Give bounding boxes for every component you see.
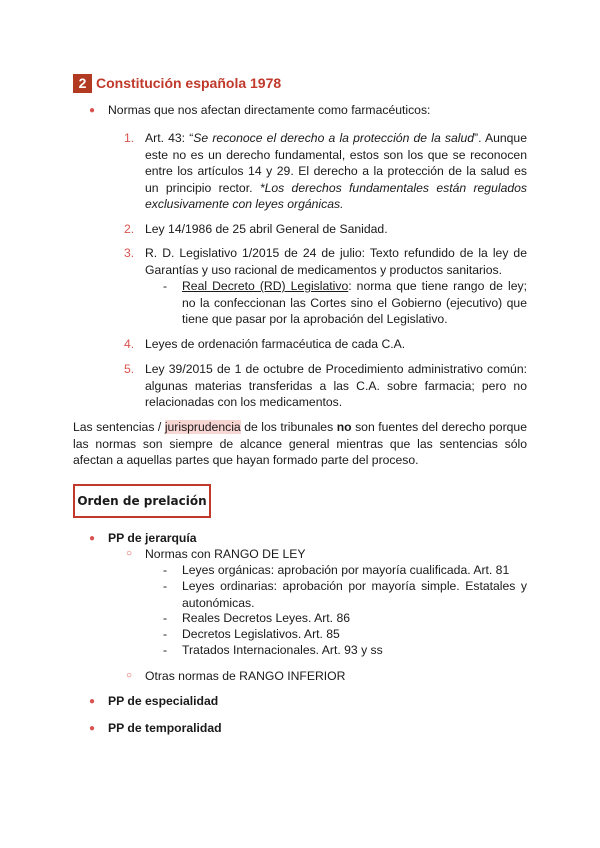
dash-marker: - [163, 563, 168, 577]
rango-ley-item-3: Reales Decretos Leyes. Art. 86 [182, 611, 350, 625]
rango-ley-item-1: Leyes orgánicas: aprobación por mayoría cualificada. Art. 81 [182, 563, 510, 577]
otras-normas-rango-inferior: Otras normas de RANGO INFERIOR [145, 669, 346, 683]
intro-bullet-text: Normas que nos afectan directamente como farmacéuticos: [108, 103, 431, 117]
bullet-icon: ● [89, 696, 96, 707]
circle-bullet-icon: ○ [126, 670, 133, 681]
sentencias-paragraph: Las sentencias / jurisprudencia de los tribunales no son fuentes del derecho porque las normas son siempre de alcance general mientras que las sentencias sólo afectan a aquellas partes que hayan formado parte del proceso. [73, 420, 527, 467]
list-item-3-subitem: Real Decreto (RD) Legislativo: norma que tiene rango de ley; no la confeccionan las Cortes sino el Gobierno (ejecutivo) que tiene que pasar por la aprobación del Legislativo. [182, 279, 527, 326]
bullet-icon: ● [89, 105, 96, 116]
dash-marker: - [163, 579, 168, 593]
section-title: Constitución española 1978 [96, 75, 282, 91]
list-item-1: Art. 43: “Se reconoce el derecho a la protección de la salud”. Aunque este no es un derecho fundamental, estos son los que se reconocen entre los artículos 14 y 29. El derecho a la protección de la salud es un principio rector. *Los derechos fundamentales están regulados exclusivamente con leyes orgánicas. [145, 131, 527, 211]
section-number: 2 [73, 74, 92, 93]
circle-bullet-icon: ○ [126, 548, 133, 559]
pp-temporalidad: PP de temporalidad [108, 721, 222, 735]
dash-marker: - [163, 279, 168, 293]
dash-marker: - [163, 611, 168, 625]
pp-especialidad: PP de especialidad [108, 694, 219, 708]
dash-marker: - [163, 627, 168, 641]
list-number-5: 5. [124, 362, 135, 376]
list-number-2: 2. [124, 222, 135, 236]
rango-ley-item-4: Decretos Legislativos. Art. 85 [182, 627, 340, 641]
list-item-5: Ley 39/2015 de 1 de octubre de Procedimiento administrativo común: algunas materias transferidas a las C.A. sobre farmacia; pero no relacionadas con los medicamentos. [145, 362, 527, 409]
list-item-2: Ley 14/1986 de 25 abril General de Sanidad. [145, 222, 388, 236]
rango-ley-item-2: Leyes ordinarias: aprobación por mayoría simple. Estatales y autonómicas. [182, 579, 527, 610]
dash-marker: - [163, 643, 168, 657]
section-heading [73, 73, 281, 93]
list-item-4: Leyes de ordenación farmacéutica de cada C.A. [145, 337, 406, 351]
rango-ley-item-5: Tratados Internacionales. Art. 93 y ss [182, 643, 383, 657]
bullet-icon: ● [89, 533, 96, 544]
list-number-1: 1. [124, 131, 135, 145]
list-number-3: 3. [124, 246, 135, 260]
list-item-3: R. D. Legislativo 1/2015 de 24 de julio: Texto refundido de la ley de Garantías y uso racional de medicamentos y productos sanitarios. [145, 246, 527, 277]
bullet-icon: ● [89, 723, 96, 734]
normas-rango-ley: Normas con RANGO DE LEY [145, 547, 306, 561]
pp-jerarquia: PP de jerarquía [108, 531, 197, 545]
list-number-4: 4. [124, 337, 135, 351]
orden-prelacion-box: Orden de prelación [73, 484, 211, 518]
